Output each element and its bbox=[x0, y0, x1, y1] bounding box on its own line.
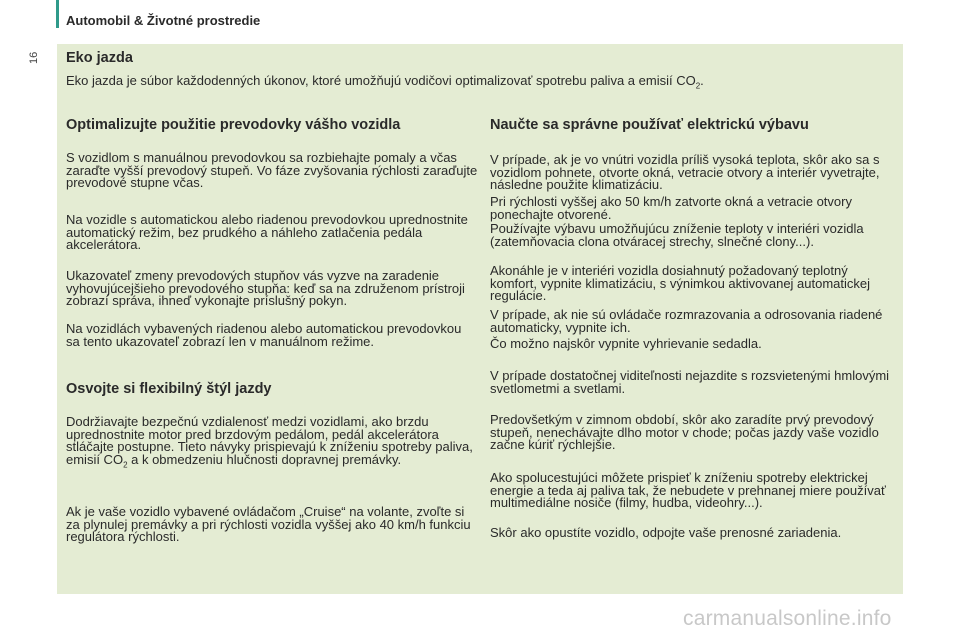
eko-title: Eko jazda bbox=[66, 50, 133, 66]
paragraph: V prípade dostatočnej viditeľnosti nejazdite s rozsvietenými hmlovými svetlometmi a svetlami. bbox=[490, 368, 890, 396]
paragraph: Dodržiavajte bezpečnú vzdialenosť medzi vozidlami, ako brzdu uprednostnite motor pred brzdovým pedálom, pedál akcelerátora stláčajte postupne. Tieto návyky prispievajú k zníženiu spotreby paliva, emisií $CO_2$ a k obmedzeniu hlučnosti dopravnej premávky. bbox=[66, 414, 473, 470]
section-title-electrical: Naučte sa správne používať elektrickú výbavu bbox=[490, 117, 809, 133]
header-accent-bar bbox=[56, 0, 59, 28]
watermark: carmanualsonline.info bbox=[683, 607, 892, 630]
paragraph: Ako spolucestujúci môžete prispieť k zníženiu spotreby elektrickej energie a teda aj paliva tak, že nebudete v prehnanej miere používať multimediálne nosiče (filmy, hudba, videohry...). bbox=[490, 470, 886, 511]
paragraph: Skôr ako opustíte vozidlo, odpojte vaše prenosné zariadenia. bbox=[490, 525, 842, 540]
page-number: 16 bbox=[28, 51, 40, 64]
section-title-driving-style: Osvojte si flexibilný štýl jazdy bbox=[66, 381, 272, 397]
paragraph: V prípade, ak je vo vnútri vozidla príliš vysoká teplota, skôr ako sa s vozidlom pohnete, otvorte okná, vetracie otvory a interiér vyvetrajte, následne použite klimatizáciu. bbox=[490, 152, 880, 193]
section-title-gearbox: Optimalizujte použitie prevodovky vášho vozidla bbox=[66, 117, 401, 133]
eko-intro: Eko jazda je súbor každodenných úkonov, ktoré umožňujú vodičovi optimalizovať spotrebu paliva a emisií $CO_2$. bbox=[66, 73, 704, 91]
paragraph: V prípade, ak nie sú ovládače rozmrazovania a odrosovania riadené automaticky, vypnite ich. bbox=[490, 307, 883, 335]
paragraph: Čo možno najskôr vypnite vyhrievanie sedadla. bbox=[490, 336, 762, 351]
paragraph: Pri rýchlosti vyššej ako 50 km/h zatvorte okná a vetracie otvory ponechajte otvorené. bbox=[490, 194, 852, 222]
paragraph: Predovšetkým v zimnom období, skôr ako zaradíte prvý prevodový stupeň, nenechávajte dlho motor v chode; počas jazdy vaše vozidlo začne kúriť rýchlejšie. bbox=[490, 412, 879, 453]
paragraph: Na vozidle s automatickou alebo riadenou prevodovkou uprednostnite automatický režim, bez prudkého a náhleho zatlačenia pedála akcelerátora. bbox=[66, 212, 468, 253]
paragraph: Ukazovateľ zmeny prevodových stupňov vás vyzve na zaradenie vyhovujúcejšieho prevodového stupňa: keď sa na združenom prístroji zobrazí správa, ihneď vykonajte príslušný pokyn. bbox=[66, 268, 465, 309]
paragraph: Ak je vaše vozidlo vybavené ovládačom „Cruise“ na volante, zvoľte si za plynulej premávky a pri rýchlosti vozidla vyššej ako 40 km/h funkciu regulátora rýchlosti. bbox=[66, 504, 471, 545]
page-title: Automobil & Životné prostredie bbox=[66, 13, 261, 28]
paragraph: Používajte výbavu umožňujúcu zníženie teploty v interiéri vozidla (zatemňovacia clona otváracej strechy, slnečné clony...). bbox=[490, 221, 864, 249]
paragraph: Akonáhle je v interiéri vozidla dosiahnutý požadovaný teplotný komfort, vypnite klimatizáciu, s výnimkou aktivovanej automatickej regulácie. bbox=[490, 263, 871, 304]
paragraph: Na vozidlách vybavených riadenou alebo automatickou prevodovkou sa tento ukazovateľ zobrazí len v manuálnom režime. bbox=[66, 321, 462, 349]
paragraph: S vozidlom s manuálnou prevodovkou sa rozbiehajte pomaly a včas zaraďte vyšší prevodový stupeň. Vo fáze zvyšovania rýchlosti zaraďujte prevodové stupne včas. bbox=[66, 150, 478, 191]
